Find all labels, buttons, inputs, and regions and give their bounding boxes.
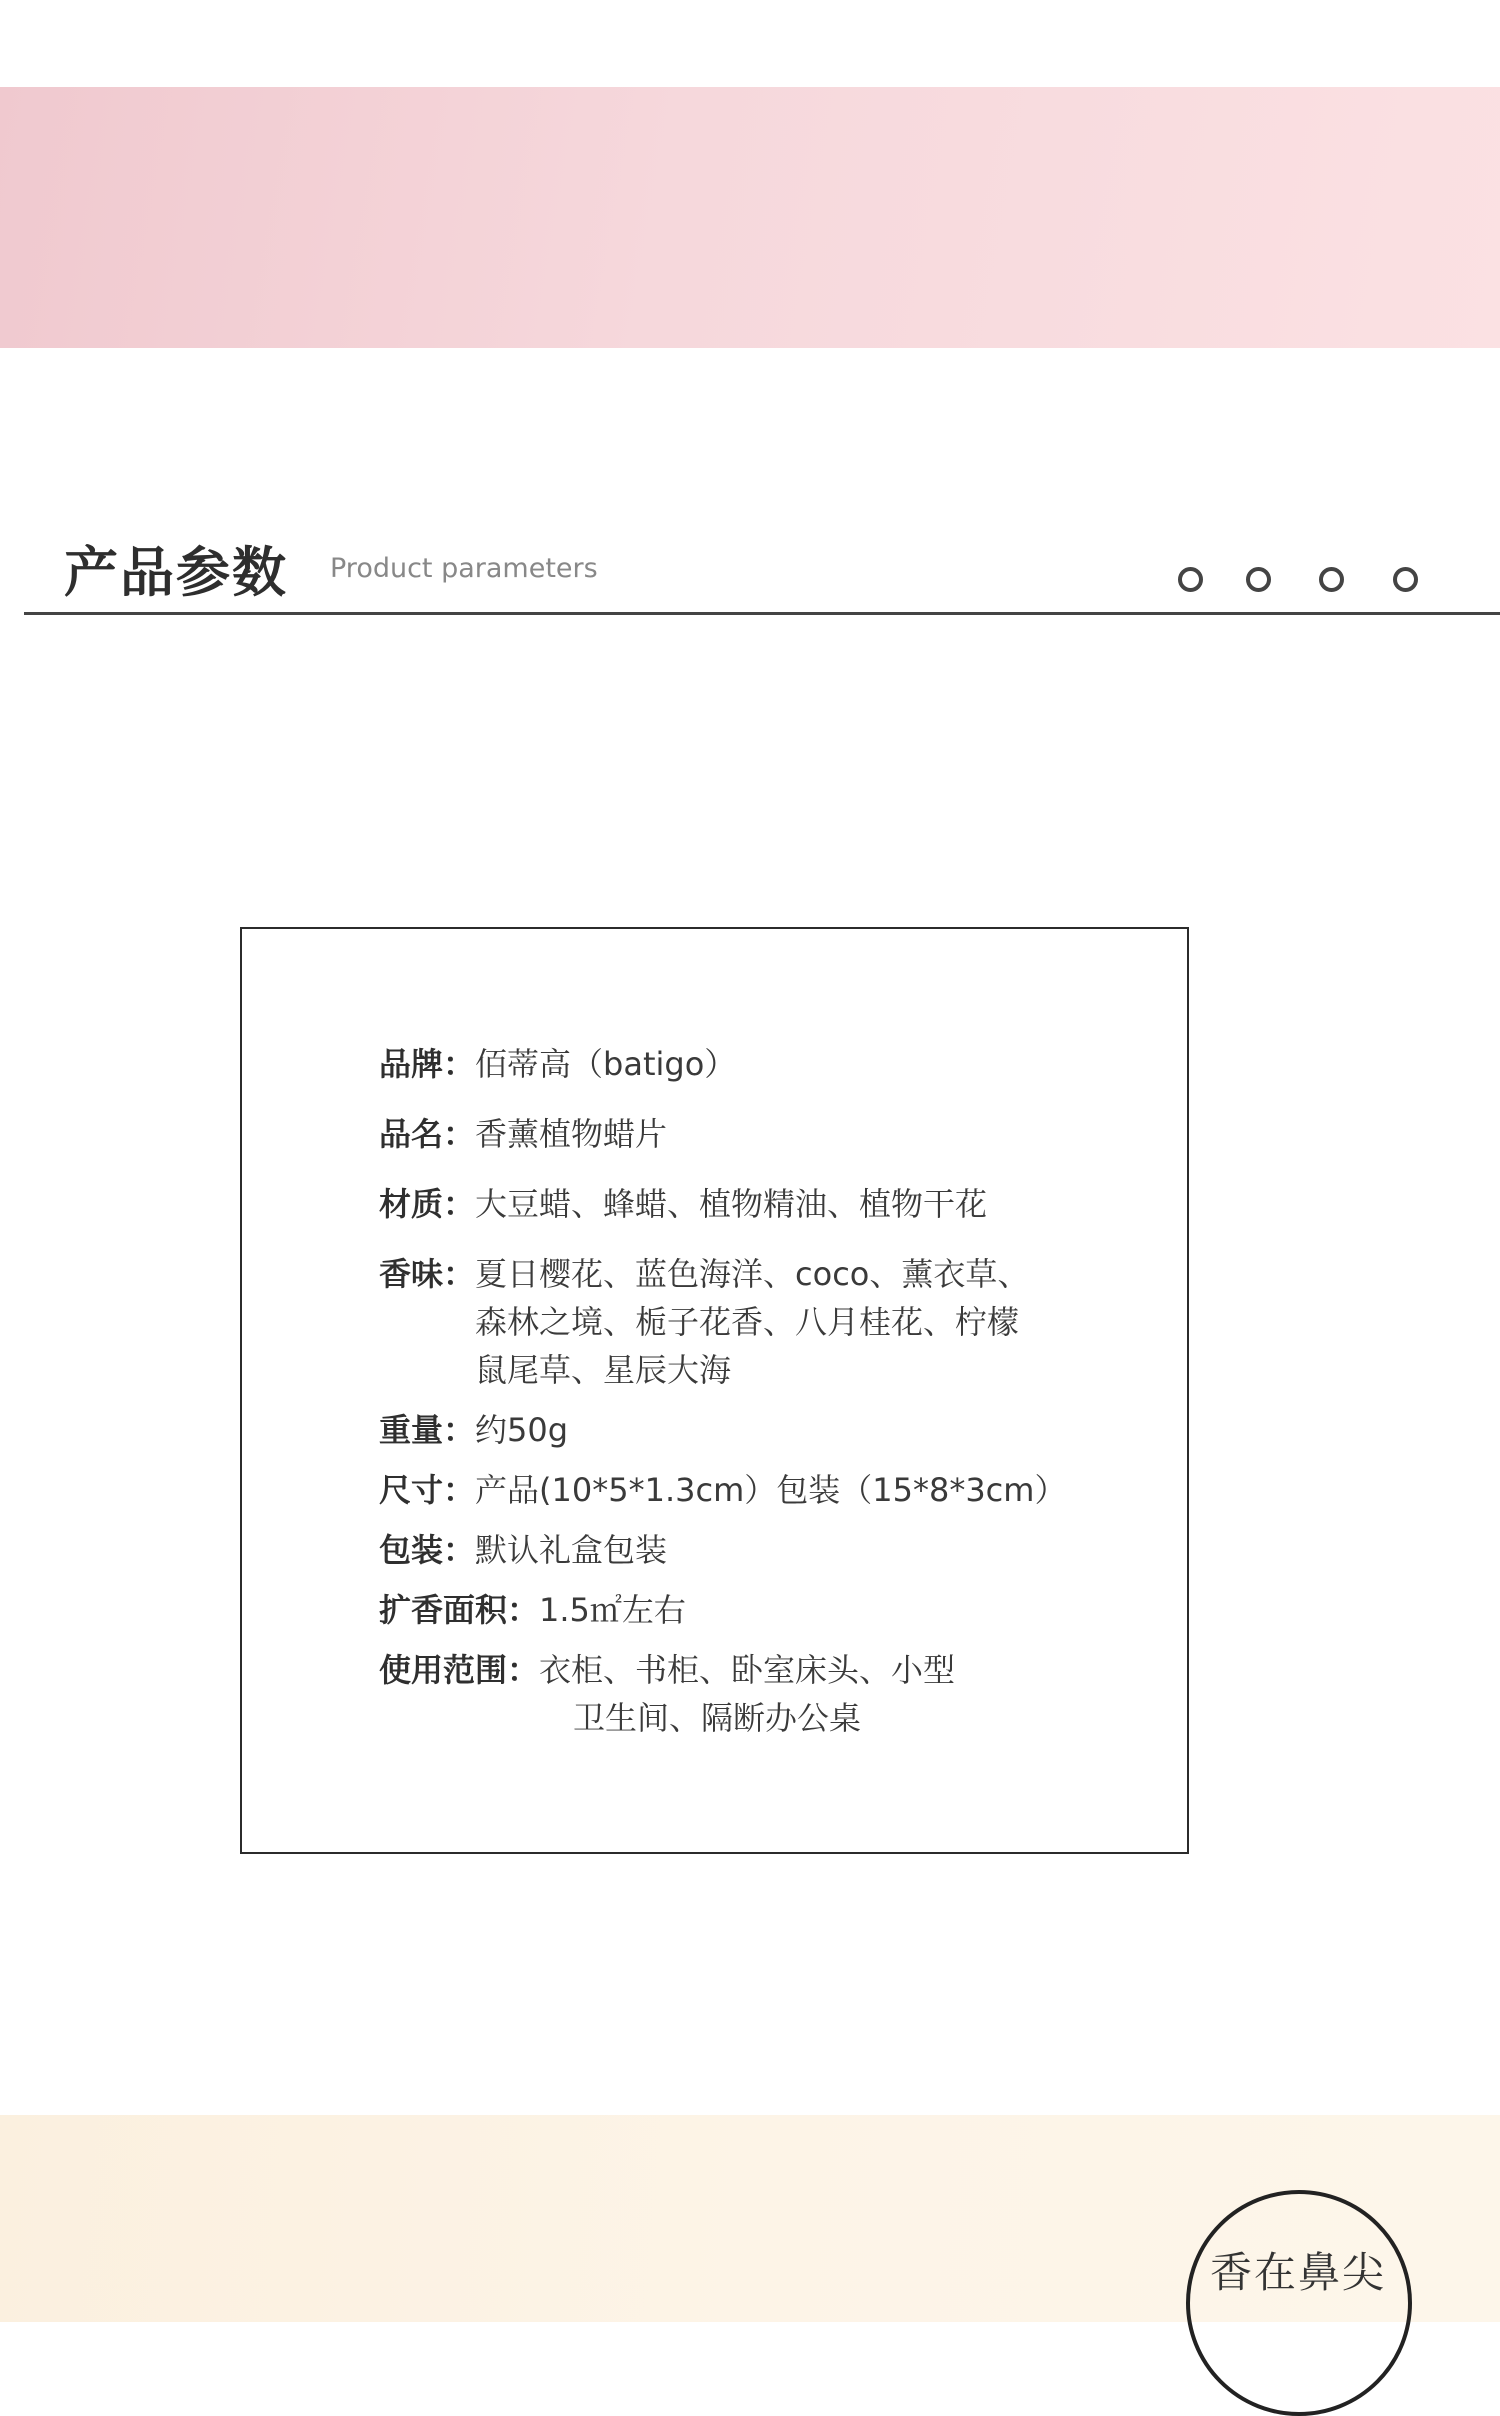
param-value (475, 1250, 1029, 1394)
param-label: 品名： (379, 1115, 476, 1153)
param-value (475, 1110, 667, 1158)
param-value (475, 1406, 568, 1454)
param-row-name (379, 1110, 1179, 1158)
param-value-line: 约50g (475, 1411, 569, 1449)
product-parameters-box (240, 927, 1189, 1854)
stamp-circle (1186, 2190, 1412, 2416)
param-row-diffusion-area (379, 1586, 1179, 1634)
param-label: 尺寸： (379, 1471, 476, 1509)
param-value (539, 1646, 955, 1742)
param-value-line: 佰蒂高（batigo） (475, 1045, 737, 1083)
param-value (475, 1040, 736, 1088)
param-value-line: 衣柜、书柜、卧室床头、小型 (539, 1651, 956, 1689)
param-label: 包装： (379, 1531, 476, 1569)
param-value-line: 1.5㎡左右 (539, 1591, 686, 1629)
circle-dot-icon (1178, 567, 1203, 592)
stamp-text: 香在鼻尖 (1210, 2248, 1387, 2297)
top-pink-banner (0, 87, 1500, 348)
param-value-line: 卫生间、隔断办公桌 (573, 1699, 862, 1737)
param-value (475, 1180, 987, 1228)
param-value (475, 1466, 1066, 1514)
decorative-dots (1178, 567, 1418, 597)
param-value-line: 鼠尾草、星辰大海 (475, 1351, 732, 1389)
circle-dot-icon (1319, 567, 1344, 592)
param-row-material (379, 1180, 1179, 1228)
param-row-brand (379, 1040, 1179, 1088)
param-value-line: 大豆蜡、蜂蜡、植物精油、植物干花 (475, 1185, 988, 1223)
param-label: 扩香面积： (379, 1591, 540, 1629)
param-value-line: 森林之境、栀子花香、八月桂花、柠檬 (475, 1303, 1020, 1341)
section-subtitle: Product parameters (330, 553, 598, 584)
param-label: 材质： (379, 1185, 476, 1223)
param-row-usage (379, 1646, 1179, 1742)
param-value-line: 默认礼盒包装 (475, 1531, 668, 1569)
param-value (475, 1526, 667, 1574)
header-divider (24, 612, 1500, 615)
param-row-packaging (379, 1526, 1179, 1574)
param-value-line: 夏日樱花、蓝色海洋、coco、薰衣草、 (475, 1255, 1030, 1293)
param-label: 重量： (379, 1411, 476, 1449)
param-row-scent (379, 1250, 1179, 1394)
section-title: 产品参数 (64, 541, 288, 604)
circle-dot-icon (1393, 567, 1418, 592)
param-row-weight (379, 1406, 1179, 1454)
parameters-list (379, 1040, 1179, 1754)
param-label: 香味： (379, 1255, 476, 1293)
param-value-line: 香薰植物蜡片 (475, 1115, 668, 1153)
section-header (0, 520, 1500, 615)
param-value (539, 1586, 686, 1634)
param-row-size (379, 1466, 1179, 1514)
param-label: 使用范围： (379, 1651, 540, 1689)
param-label: 品牌： (379, 1045, 476, 1083)
circle-dot-icon (1246, 567, 1271, 592)
param-value-line: 产品(10*5*1.3cm）包装（15*8*3cm） (475, 1471, 1067, 1509)
